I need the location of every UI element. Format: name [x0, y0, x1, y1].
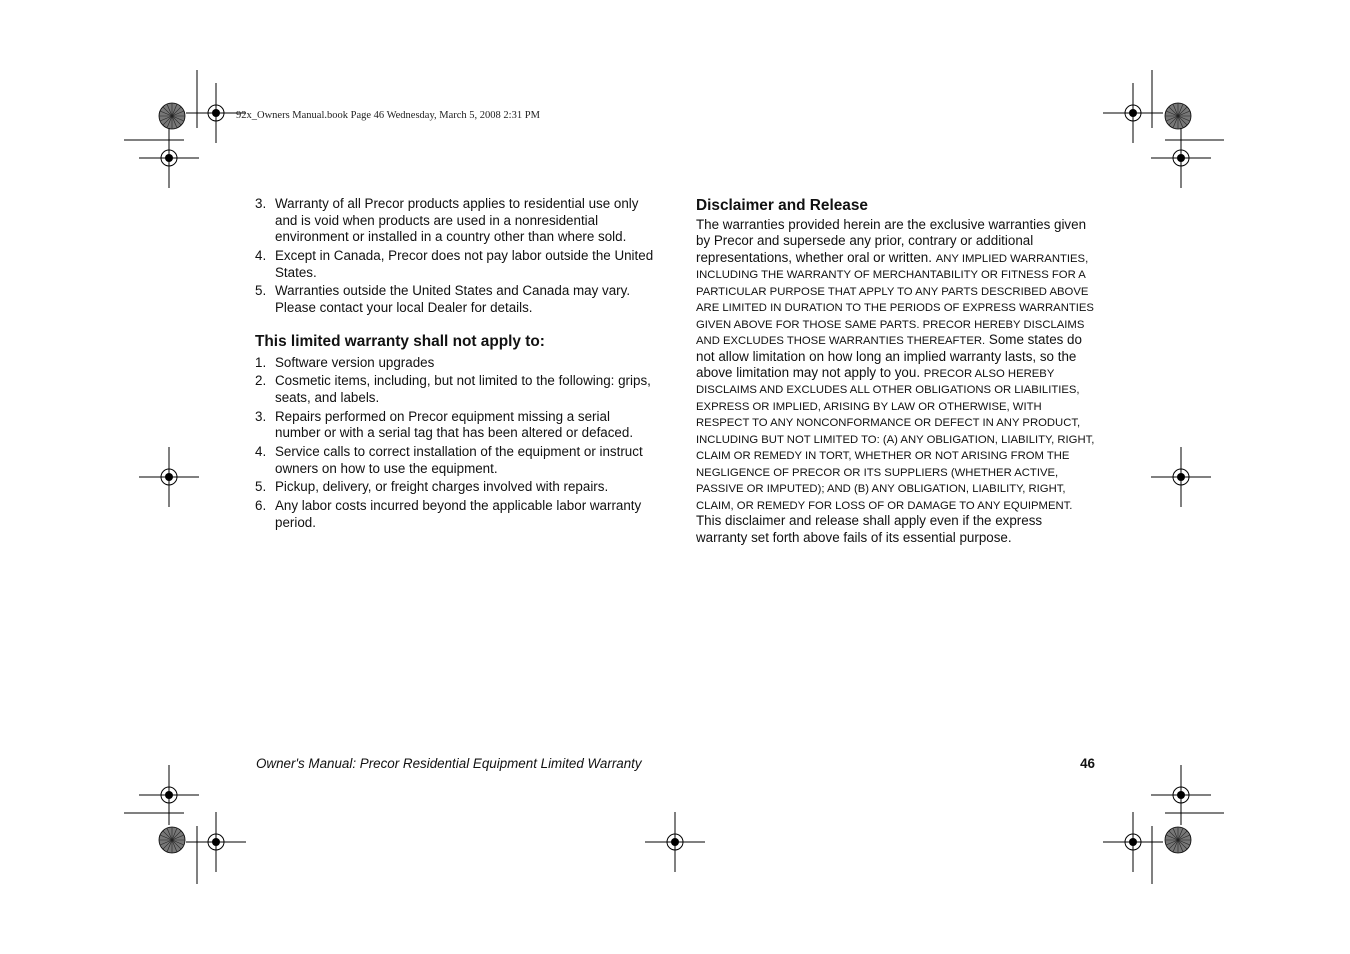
sunburst-mark-top-right	[1165, 103, 1191, 129]
registration-mark	[1103, 812, 1163, 872]
registration-mark	[139, 765, 199, 825]
sunburst-mark-bottom-left	[159, 827, 185, 853]
right-column	[696, 196, 1096, 546]
registration-mark	[1103, 83, 1163, 143]
exclusions-heading: This limited warranty shall not apply to:	[255, 332, 545, 350]
sunburst-mark-top-left	[159, 103, 185, 129]
registration-mark	[1151, 447, 1211, 507]
print-stamp: 92x_Owners Manual.book Page 46 Wednesday, March 5, 2008 2:31 PM	[236, 110, 540, 121]
sunburst-mark-bottom-right	[1165, 827, 1191, 853]
list-item: 5. Pickup, delivery, or freight charges involved with repairs.	[255, 479, 609, 495]
list-item: 2. Cosmetic items, including, but not limited to the following: grips, seats, and labels.	[255, 373, 651, 405]
registration-mark	[186, 812, 246, 872]
registration-mark	[645, 812, 705, 872]
list-item: 5. Warranties outside the United States and Canada may vary. Please contact your local Dealer for details.	[255, 283, 631, 315]
registration-mark	[1151, 765, 1211, 825]
registration-mark	[139, 128, 199, 188]
registration-mark	[1151, 128, 1211, 188]
left-column	[255, 196, 655, 534]
footer-title: Owner's Manual: Precor Residential Equipment Limited Warranty	[256, 756, 642, 771]
list-item: 4. Service calls to correct installation of the equipment or instruct owners on how to use the equipment.	[255, 444, 643, 476]
disclaimer-paragraph: The warranties provided herein are the exclusive warranties given by Precor and supersede any prior, contrary or additional representations, whether oral or written. ANY IMPLIED WARRANTIES, INCLUDING THE WARRANTY OF MERCHANTABILITY OR FITNESS FOR A PARTICULAR PURPOSE THAT APPLY TO ANY PARTS DESCRIBED ABOVE ARE LIMITED IN DURATION TO THE PERIODS OF EXPRESS WARRANTIES GIVEN ABOVE FOR THOSE SAME PARTS. PRECOR HEREBY DISCLAIMS AND EXCLUDES THOSE WARRANTIES THEREAFTER. Some states do not allow limitation on how long an implied warranty lasts, so the above limitation may not apply to you. PRECOR ALSO HEREBY DISCLAIMS AND EXCLUDES ALL OTHER OBLIGATIONS OR LIABILITIES, EXPRESS OR IMPLIED, ARISING BY LAW OR OTHERWISE, WITH RESPECT TO ANY NONCONFORMANCE OR DEFECT IN ANY PRODUCT, INCLUDING BUT NOT LIMITED TO: (A) ANY OBLIGATION, LIABILITY, RIGHT, CLAIM OR REMEDY IN TORT, WHETHER OR NOT ARISING FROM THE NEGLIGENCE OF PRECOR OR ITS SUPPLIERS (WHETHER ACTIVE, PASSIVE OR IMPUTED); AND (B) ANY OBLIGATION, LIABILITY, RIGHT, CLAIM, OR REMEDY FOR LOSS OF OR DAMAGE TO ANY EQUIPMENT. This disclaimer and release shall apply even if the express warranty set forth above fails of its essential purpose.	[696, 217, 1095, 545]
list-item: 1. Software version upgrades	[255, 354, 435, 370]
list-item: 6. Any labor costs incurred beyond the applicable labor warranty period.	[255, 498, 642, 530]
list-item: 3. Repairs performed on Precor equipment missing a serial number or with a serial tag that has been altered or defaced.	[255, 408, 634, 441]
list-item: 4. Except in Canada, Precor does not pay labor outside the United States.	[255, 247, 654, 280]
registration-mark	[139, 447, 199, 507]
exclusions-list	[255, 355, 655, 532]
disclaimer-heading: Disclaimer and Release	[696, 197, 868, 214]
list-item: 3. Warranty of all Precor products applies to residential use only and is void when products are used in a nonresidential environment or installed in a country other than where sold.	[255, 196, 639, 245]
warranty-terms-list	[255, 196, 655, 317]
page-number: 46	[1080, 756, 1095, 771]
